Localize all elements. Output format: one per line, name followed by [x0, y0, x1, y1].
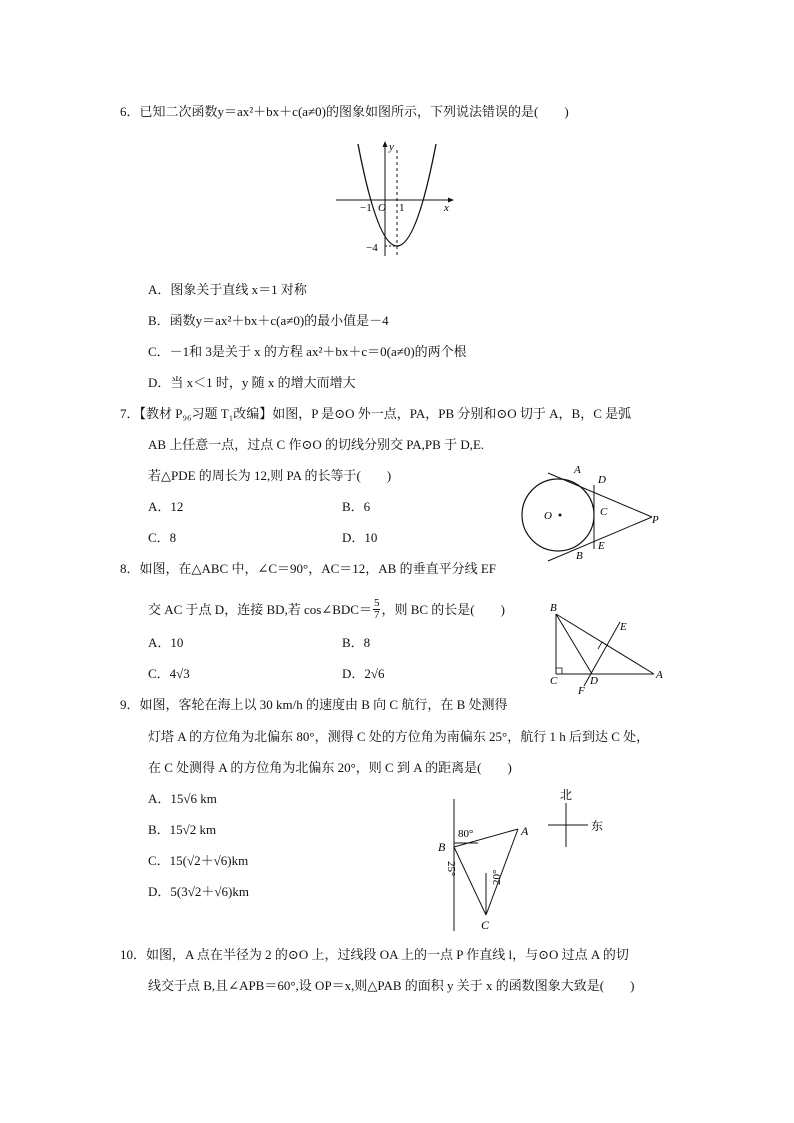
- q7-circle-tangent-figure: [510, 455, 670, 567]
- q8-line2: [148, 598, 505, 621]
- q7-label-d: D: [598, 474, 606, 486]
- q7-label-c: C: [600, 506, 608, 518]
- q7-label-a: A: [574, 464, 581, 476]
- q8-option-c: C．4√3: [148, 666, 190, 681]
- q9-line2: 灯塔 A 的方位角为北偏东 80°，测得 C 处的方位角为南偏东 25°，航行 1 h 后到达 C 处，: [148, 729, 650, 744]
- q9-label-a: A: [521, 824, 529, 838]
- q9-compass-east: 东: [591, 819, 604, 833]
- q7-label-e: E: [598, 540, 605, 552]
- q6-origin-label: O: [378, 202, 386, 214]
- q8-label-e: E: [620, 621, 627, 633]
- q9-option-a: A．15√6 km: [148, 791, 217, 806]
- q6-option-c: C．－1和 3是关于 x 的方程 ax²＋bx＋c＝0(a≠0)的两个根: [148, 344, 467, 359]
- q8-fraction: [373, 598, 381, 621]
- q8-right-triangle-figure: [540, 600, 670, 698]
- q9-option-b: B．15√2 km: [148, 822, 217, 837]
- q6-stem: 6．已知二次函数y＝ax²＋bx＋c(a≠0)的图象如图所示，下列说法错误的是( ): [120, 104, 569, 119]
- q8-label-c: C: [550, 675, 558, 687]
- q7-option-d: D．10: [342, 530, 378, 545]
- q8-fraction-denominator: 7: [373, 609, 380, 621]
- q6-axis-x-label: x: [444, 202, 449, 214]
- q9-line3: 在 C 处测得 A 的方位角为北偏东 20°，则 C 到 A 的距离是( ): [148, 760, 512, 775]
- q9-line1: 9．如图，客轮在海上以 30 km/h 的速度由 B 向 C 航行，在 B 处测得: [120, 697, 508, 712]
- q8-line2-before-fraction: 交 AC 于点 D，连接 BD,若 cos∠BDC＝: [148, 601, 372, 617]
- q7-label-p: P: [652, 514, 659, 526]
- q8-label-f: F: [578, 685, 585, 697]
- q9-option-d: D．5(3√2＋√6)km: [148, 884, 249, 899]
- q6-parabola-graph: [330, 138, 458, 260]
- q6-option-a: A．图象关于直线 x＝1 对称: [148, 282, 307, 297]
- q7-label-b: B: [576, 550, 583, 562]
- q8-option-d: D．2√6: [342, 666, 385, 681]
- q8-fraction-numerator: 5: [373, 597, 380, 609]
- q6-tick-neg4: −4: [366, 242, 378, 254]
- q7-option-c: C．8: [148, 530, 177, 545]
- q6-option-b: B．函数y＝ax²＋bx＋c(a≠0)的最小值是－4: [148, 313, 389, 328]
- q10-line2: 线交于点 B,且∠APB＝60°,设 OP＝x,则△PAB 的面积 y 关于 x 的函数图象大致是( ): [148, 978, 635, 993]
- q6-tick-neg1: −1: [360, 202, 372, 214]
- q9-label-b: B: [438, 840, 446, 854]
- q6-tick-1: 1: [399, 202, 405, 214]
- q7-label-o: O: [544, 510, 552, 522]
- q8-option-b: B．8: [342, 635, 371, 650]
- q6-axis-y-label: y: [389, 141, 394, 153]
- q10-line1: 10．如图，A 点在半径为 2 的⊙O 上，过线段 OA 上的一点 P 作直线 l，与⊙O 过点 A 的切: [120, 947, 629, 962]
- q9-label-c: C: [481, 918, 490, 932]
- q9-option-c: C．15(√2＋√6)km: [148, 853, 249, 868]
- q8-label-b: B: [550, 602, 557, 614]
- q6-option-d: D．当 x＜1 时，y 随 x 的增大而增大: [148, 375, 356, 390]
- q8-line2-after-fraction: ，则 BC 的长是( ): [381, 601, 505, 617]
- q9-angle-20: 20°: [491, 869, 503, 885]
- q9-angle-25: 25°: [445, 861, 457, 877]
- q7-line3: 若△PDE 的周长为 12,则 PA 的长等于( ): [148, 468, 392, 483]
- q7-option-b: B．6: [342, 499, 371, 514]
- q8-label-d: D: [590, 675, 598, 687]
- q9-compass-north: 北: [560, 788, 573, 802]
- q7-line1: 7．【教材 P₉₆习题 T₁改编】如图，P 是⊙O 外一点，PA，PB 分别和⊙O 切于 A，B，C 是弧: [120, 406, 632, 421]
- q7-option-a: A．12: [148, 499, 184, 514]
- q7-line2: AB 上任意一点，过点 C 作⊙O 的切线分别交 PA,PB 于 D,E.: [148, 437, 485, 452]
- q8-line1: 8．如图，在△ABC 中，∠C＝90°，AC＝12，AB 的垂直平分线 EF: [120, 561, 497, 576]
- q8-option-a: A．10: [148, 635, 184, 650]
- q9-bearing-figure: [430, 785, 630, 935]
- q8-label-a: A: [656, 669, 663, 681]
- q9-angle-80: 80°: [458, 828, 474, 840]
